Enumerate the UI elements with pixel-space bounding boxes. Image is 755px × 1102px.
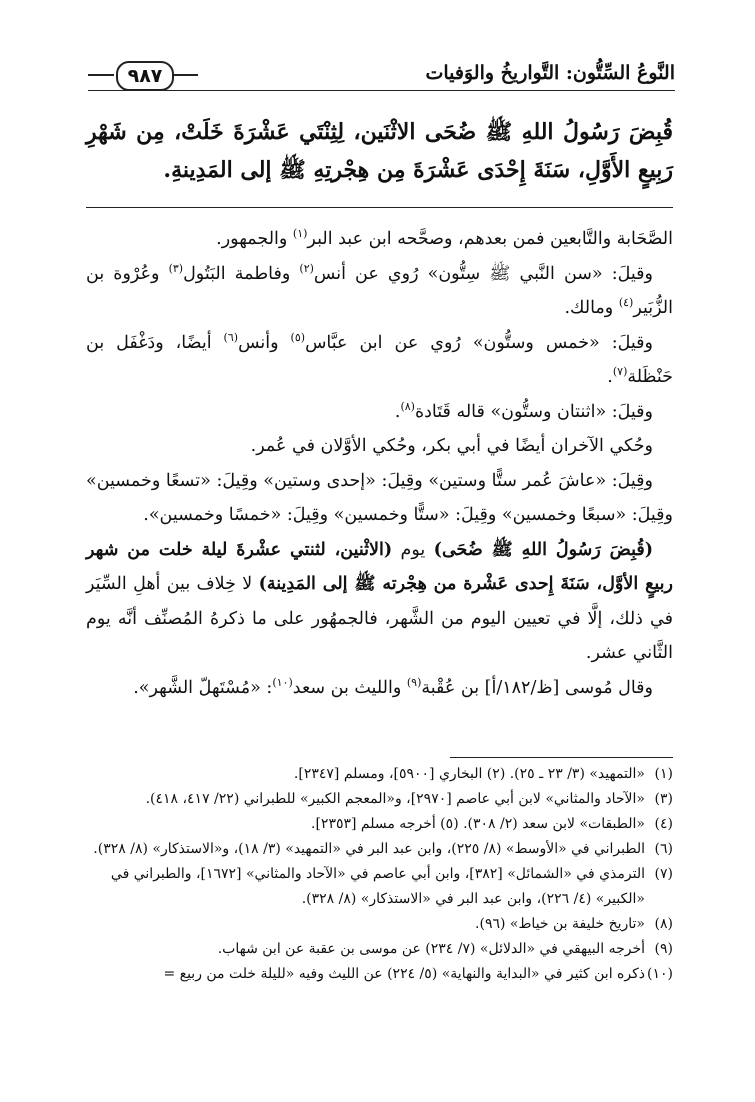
text: يوم (392, 539, 434, 560)
footnote (60, 862, 673, 912)
text: ومالك. (564, 298, 619, 318)
footnote (60, 837, 673, 862)
footnote-ref[interactable]: (٨) (400, 399, 415, 413)
text: : «مُسْتَهلّ الشَّهر». (133, 677, 273, 698)
footnote-ref[interactable]: (٥) (290, 330, 306, 344)
paragraph-1 (86, 222, 673, 257)
footnote (60, 812, 673, 837)
footnote-text: «الآحاد والمثاني» لابن أبي عاصم [٢٩٧٠]، و«المعجم الكبير» للطبراني (٢٢/ ٤١٧، ٤١٨). (145, 791, 645, 807)
quoted-matn: (قُبِضَ رَسُولُ اللهِ ﷺ ضُحَى) (433, 539, 654, 560)
text: أيضًا، ودَغْفَل بن حَنْظَلة (86, 332, 673, 387)
footnote (60, 787, 673, 812)
footnote-number: (٣) (654, 791, 673, 807)
footnote-number: (١) (654, 766, 673, 782)
paragraph-2 (86, 257, 673, 326)
footnote-text: الترمذي في «الشمائل» [٣٨٢]، وابن أبي عاصم في «الآحاد والمثاني» [١٦٧٢]، والطبراني في «الكبير» (٤/ ٢٢٦)، وابن عبد البر في «الاستذكار» (٨/ ٣٢٨). (110, 866, 645, 907)
footnote-number: (١٠) (647, 966, 673, 982)
footnote-separator (450, 757, 673, 758)
footnote-text: «التمهيد» (٣/ ٢٣ ـ ٢٥). (٢) البخاري [٥٩٠٠]، ومسلم [٢٣٤٧]. (293, 766, 645, 782)
page-number-ornament (88, 60, 198, 90)
footnote-number: (٨) (654, 916, 673, 932)
footnotes (60, 762, 673, 987)
footnote-ref[interactable]: (١) (292, 227, 308, 241)
text: وأنس (238, 332, 291, 353)
footnote-ref[interactable]: (٩) (406, 675, 422, 689)
text: وعُرْوة بن الزُّبَير (86, 263, 673, 318)
paragraph-7 (86, 533, 673, 671)
footnote (60, 937, 673, 962)
matn-separator (86, 207, 673, 208)
text: لا خِلاف بين أهلِ السِّيَر في ذلك، إلَّا في تعيين اليوم من الشَّهر، فالجمهُور على ما ذكرهُ المُصنِّف أنَّه يوم الثَّاني عشر. (86, 574, 673, 663)
page-header (88, 60, 675, 94)
footnote-ref[interactable]: (٦) (223, 330, 239, 344)
text: الصَّحَابة والتَّابعين فمن بعدهم، وصحَّحه ابن عبد البر (307, 229, 673, 249)
footnote-ref[interactable]: (٤) (618, 296, 634, 310)
commentary-body (86, 222, 673, 705)
footnote-text: الطبراني في «الأوسط» (٨/ ٢٢٥)، وابن عبد البر في «التمهيد» (٣/ ١٨)، و«الاستذكار» (٨/ ٣٢٨). (93, 841, 645, 857)
footnote-text: ذكره ابن كثير في «البداية والنهاية» (٥/ ٢٢٤) عن الليث وفيه «لليلة خلت من ربيع = (163, 966, 645, 982)
running-title: النَّوعُ السِّتُّون: التَّواريخُ والوَفيات (425, 62, 675, 84)
text: والليث بن سعد (292, 677, 407, 698)
text: وفاطمة البَتُول (183, 263, 300, 284)
paragraph-8 (86, 671, 673, 706)
paragraph-5: وحُكي الآخران أيضًا في أبي بكر، وحُكي الأوَّلان في عُمر. (250, 436, 653, 456)
text: . (394, 401, 401, 422)
footnote-ref[interactable]: (٧) (612, 365, 628, 379)
footnote (60, 762, 673, 787)
footnote-number: (٧) (654, 866, 673, 882)
ornament-dash-right (172, 74, 198, 76)
footnote-number: (٤) (654, 816, 673, 832)
paragraph-4 (86, 395, 673, 430)
header-rule (88, 90, 675, 91)
footnote-number: (٦) (654, 841, 673, 857)
main-text-matn: قُبِضَ رَسُولُ اللهِ ﷺ ضُحَى الاثْنَين، لِثِنْتَي عَشْرَةَ خَلَتْ، مِن شَهْرِ رَبِيعٍ الأَوَّلِ، سَنَةَ إِحْدَى عَشْرَةَ مِن هِجْرتِهِ ﷺ إلى المَدِينةِ. (86, 119, 674, 183)
text: . (607, 367, 613, 387)
footnote (60, 912, 673, 937)
text: وقيلَ: «سن النَّبي ﷺ سِتُّون» رُوي عن أنس (313, 263, 653, 284)
ornament-dash-left (88, 74, 114, 76)
paragraph-3 (86, 326, 673, 395)
text: وقال مُوسى [ظ/١٨٢/أ] بن عُقْبة (421, 677, 653, 698)
footnote-text: «الطبقات» لابن سعد (٢/ ٣٠٨). (٥) أخرجه مسلم [٢٣٥٣]. (311, 816, 645, 832)
footnote-text: «تاريخ خليفة بن خياط» (٩٦). (475, 916, 645, 932)
text: والجمهور. (216, 229, 293, 249)
footnote-text: أخرجه البيهقي في «الدلائل» (٧/ ٢٣٤) عن موسى بن عقبة عن ابن شهاب. (217, 941, 645, 957)
paragraph-6: وقِيلَ: «عاشَ عُمر ستًّا وستين» وقِيلَ: «إحدى وستين» وقِيلَ: «تسعًا وخمسين» وقِيلَ: «سبعًا وخمسين» وقِيلَ: «ستًّا وخمسين» وقِيلَ: «خمسًا وخمسين». (86, 470, 673, 525)
footnote-ref[interactable]: (١٠) (272, 675, 293, 689)
footnote-number: (٩) (654, 941, 673, 957)
footnote-ref[interactable]: (٣) (168, 261, 184, 275)
text: وقيلَ: «اثنتان وستُّون» قاله قَتَادة (414, 401, 653, 422)
footnote-ref[interactable]: (٢) (299, 261, 314, 275)
page-number: ٩٨٧ (116, 61, 174, 91)
footnote (60, 962, 673, 987)
text: وقيلَ: «خمس وستُّون» رُوي عن ابن عبَّاس (305, 332, 653, 353)
quoted-matn: (الاثْنين، لثنتي عشْرةَ ليلة خلت من شهر ربيعٍ الأوَّل، سَنَةَ إِحدى عَشْرة من هِجْرته ﷺ إلى المَدِينة) (86, 539, 673, 594)
